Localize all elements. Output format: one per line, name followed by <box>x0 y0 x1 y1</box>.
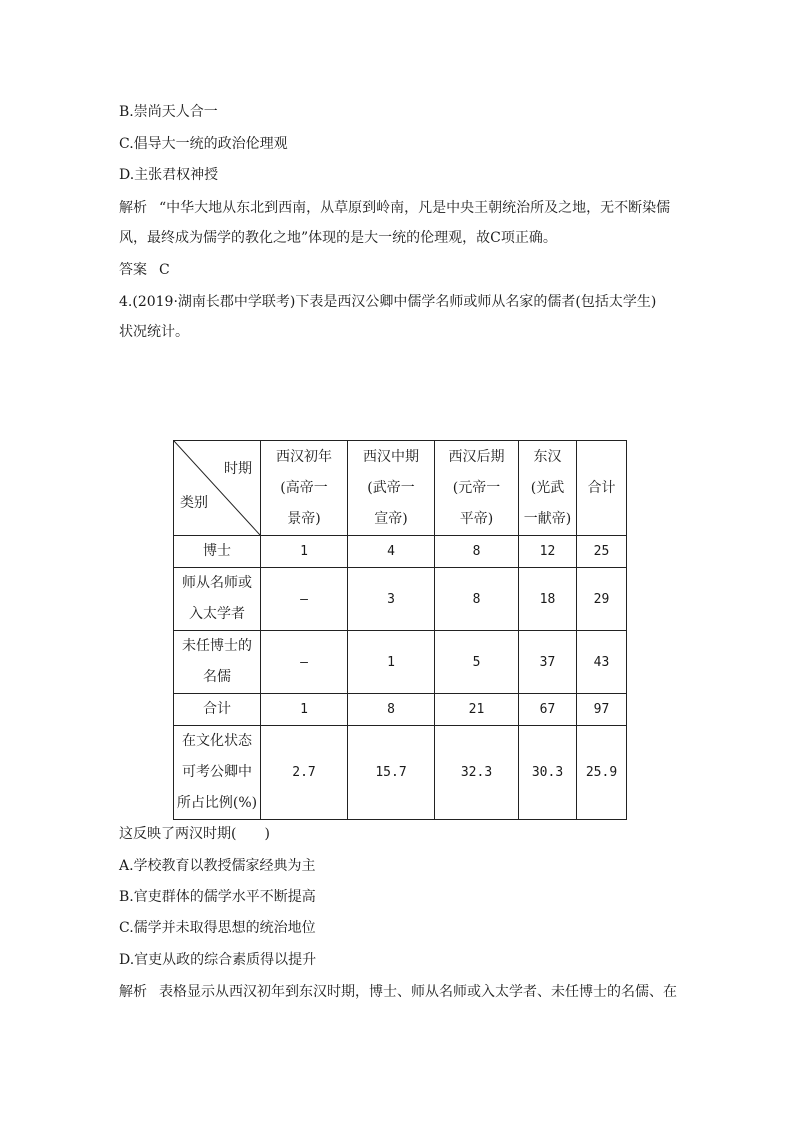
analysis-prev-line2: 风，最终成为儒学的教化之地”体现的是大一统的伦理观，故C项正确。 <box>119 230 557 246</box>
table-cell: 4 <box>348 536 435 568</box>
column-header: 西汉后期 (元帝一 平帝) <box>435 441 519 536</box>
row-label: 在文化状态 可考公卿中 所占比例(%) <box>174 726 261 820</box>
column-header: 合计 <box>577 441 627 536</box>
table-row <box>174 631 627 694</box>
column-header: 西汉初年 (高帝一 景帝) <box>261 441 348 536</box>
analysis-label: 解析 <box>119 200 147 216</box>
column-header: 东汉 (光武 一献帝) <box>519 441 577 536</box>
answer-value: C <box>159 262 170 278</box>
answer-label: 答案 <box>119 262 147 278</box>
table-row <box>174 568 627 631</box>
table-cell: 97 <box>577 694 627 726</box>
table-cell: 8 <box>435 568 519 631</box>
table-cell: 5 <box>435 631 519 694</box>
analysis-prev-text1: “中华大地从东北到西南，从草原到岭南，凡是中央王朝统治所及之地，无不断染儒 <box>159 200 671 216</box>
table-cell: 21 <box>435 694 519 726</box>
table-cell: 37 <box>519 631 577 694</box>
table-row <box>174 726 627 820</box>
table-cell: 8 <box>348 694 435 726</box>
option-b: B.官吏群体的儒学水平不断提高 <box>119 889 316 905</box>
table-cell: 67 <box>519 694 577 726</box>
table-cell: 43 <box>577 631 627 694</box>
table-cell: 15.7 <box>348 726 435 820</box>
analysis-prev-line1 <box>119 198 670 218</box>
answer-prev <box>119 260 170 280</box>
table-cell: 32.3 <box>435 726 519 820</box>
table-cell: 29 <box>577 568 627 631</box>
table-cell: 2.7 <box>261 726 348 820</box>
table-cell: 25.9 <box>577 726 627 820</box>
option-b-prev: B.崇尚天人合一 <box>119 104 218 120</box>
row-label: 未任博士的 名儒 <box>174 631 261 694</box>
table-row <box>174 536 627 568</box>
table-cell: 8 <box>435 536 519 568</box>
table-cell: 25 <box>577 536 627 568</box>
corner-period: 时期 <box>224 461 252 477</box>
column-header: 西汉中期 (武帝一 宣帝) <box>348 441 435 536</box>
table-cell: — <box>261 631 348 694</box>
row-label: 合计 <box>174 694 261 726</box>
table-cell: 18 <box>519 568 577 631</box>
table-cell: — <box>261 568 348 631</box>
table-cell: 1 <box>261 694 348 726</box>
question4-line2: 状况统计。 <box>119 324 189 340</box>
diagonal-line <box>174 441 260 535</box>
table-cell: 30.3 <box>519 726 577 820</box>
row-label: 师从名师或 入太学者 <box>174 568 261 631</box>
corner-category: 类别 <box>180 495 208 511</box>
question4-stem: 这反映了两汉时期( ) <box>119 826 270 842</box>
option-c-prev: C.倡导大一统的政治伦理观 <box>119 136 288 152</box>
stats-table <box>173 440 627 820</box>
table-row <box>174 694 627 726</box>
analysis4-line1 <box>119 982 677 1002</box>
table-cell: 12 <box>519 536 577 568</box>
analysis4-text1: 表格显示从西汉初年到东汉时期，博士、师从名师或入太学者、未任博士的名儒、在 <box>159 984 677 1000</box>
analysis-label: 解析 <box>119 984 147 1000</box>
row-label: 博士 <box>174 536 261 568</box>
table-cell: 1 <box>348 631 435 694</box>
option-d-prev: D.主张君权神授 <box>119 167 219 183</box>
table-cell: 3 <box>348 568 435 631</box>
option-d: D.官吏从政的综合素质得以提升 <box>119 952 317 968</box>
question4-line1: 4.(2019·湖南长郡中学联考)下表是西汉公卿中儒学名师或师从名家的儒者(包括太学生) <box>119 294 657 310</box>
table-corner-cell <box>174 441 261 536</box>
option-c: C.儒学并未取得思想的统治地位 <box>119 920 316 936</box>
option-a: A.学校教育以教授儒家经典为主 <box>119 858 316 874</box>
table-cell: 1 <box>261 536 348 568</box>
